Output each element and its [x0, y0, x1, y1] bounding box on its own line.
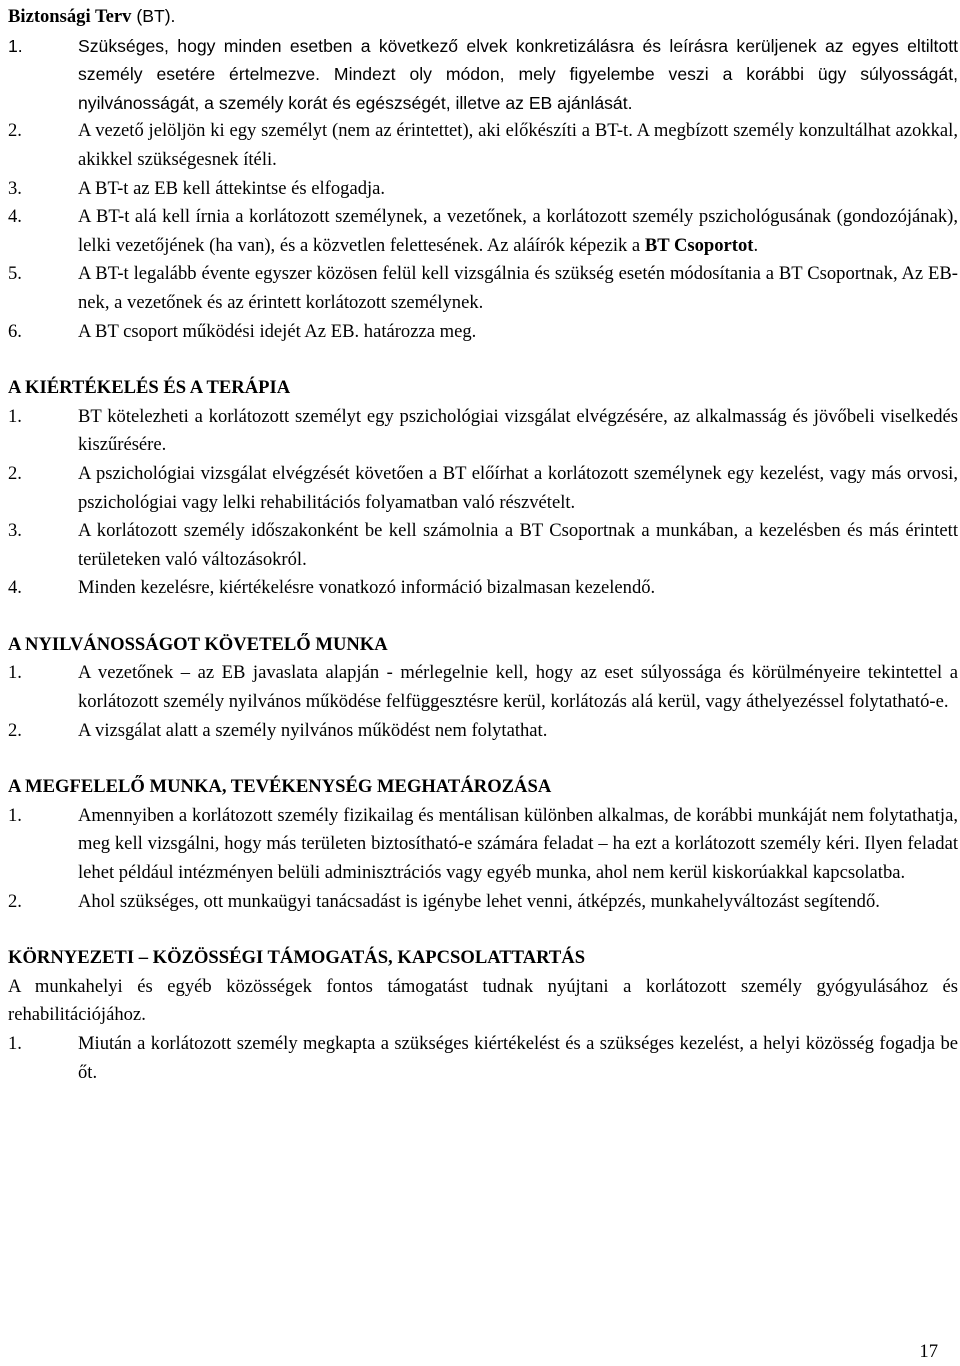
list-item: [8, 403, 958, 460]
evaluation-list: [8, 403, 958, 603]
item-text: Ahol szükséges, ott munkaügyi tanácsadást is igénybe lehet venni, átképzés, munkahelyváltozást segítendő.: [78, 890, 880, 912]
item-number: 1.: [8, 662, 22, 684]
bt-list: [8, 32, 958, 347]
list-item: [8, 717, 958, 746]
item-number: 3.: [8, 177, 22, 199]
item-number: 5.: [8, 263, 22, 285]
item-number: 6.: [8, 320, 22, 342]
public-work-list: [8, 659, 958, 745]
list-item: [8, 802, 958, 888]
list-item: [8, 659, 958, 716]
item-text: A pszichológiai vizsgálat elvégzését követően a BT előírhat a korlátozott személynek egy kezelést, vagy más orvosi, pszichológiai vagy lelki rehabilitációs folyamatban való részvételt.: [78, 462, 958, 513]
section-heading-public-work: A NYILVÁNOSSÁGOT KÖVETELŐ MUNKA: [8, 633, 388, 655]
item-number: 2.: [8, 890, 22, 912]
bt-group-term: BT Csoportot: [644, 234, 754, 256]
item-text: A vizsgálat alatt a személy nyilvános működést nem folytathat.: [78, 719, 548, 741]
item-text: A korlátozott személy időszakonként be kell számolnia a BT Csoportnak a munkában, a kezelésben és más érintett területeken való változásokról.: [78, 520, 958, 570]
item-number: 2.: [8, 719, 22, 741]
section-heading-appropriate-work: A MEGFELELŐ MUNKA, TEVÉKENYSÉG MEGHATÁROZÁSA: [8, 776, 552, 798]
item-number: 3.: [8, 520, 22, 542]
page-intro-line: [8, 2, 958, 32]
item-tail: .: [753, 234, 759, 256]
bt-title: Biztonsági Terv: [8, 6, 132, 27]
item-number: 1.: [8, 1033, 22, 1054]
item-number: 4.: [8, 206, 22, 228]
item-number: 1.: [8, 804, 22, 826]
item-number: 4.: [8, 577, 22, 599]
item-text: Szükséges, hogy minden esetben a következő elvek konkretizálásra és leírásra kerüljenek az egyes eltiltott személy esetére értelmezve. Mindezt oly módon, mely figyelembe veszi a korábbi ügy súlyosságát, nyilvánosságát, a személy korát és egészségét, illetve az EB ajánlását.: [78, 35, 958, 113]
item-text: A BT csoport működési idejét Az EB. határozza meg.: [78, 320, 477, 342]
list-item: [8, 260, 958, 317]
list-item: [8, 888, 958, 917]
bt-title-abbrev: (BT).: [131, 6, 176, 26]
item-text: A BT-t az EB kell áttekintse és elfogadja.: [78, 177, 386, 199]
item-text: A vezető jelöljön ki egy személyt (nem az érintettet), aki előkészíti a BT-t. A megbízott személy konzultálhat azokkal, akikkel szükségesnek ítéli.: [78, 120, 958, 170]
list-item: [8, 175, 958, 204]
section-heading-evaluation: A KIÉRTÉKELÉS ÉS A TERÁPIA: [8, 377, 291, 399]
item-text: A BT-t legalább évente egyszer közösen felül kell vizsgálnia és szükség esetén módosítania a BT Csoportnak, Az EB-nek, a vezetőnek és az érintett korlátozott személynek.: [78, 263, 958, 313]
community-list: [8, 1030, 958, 1087]
item-text: A BT-t alá kell írnia a korlátozott személynek, a vezetőnek, a korlátozott személy pszichológusának (gondozójának), lelki vezetőjének (ha van), és a közvetlen felettesének. Az aláírók képezik a: [78, 206, 958, 256]
section-heading-community: KÖRNYEZETI – KÖZÖSSÉGI TÁMOGATÁS, KAPCSOLATTARTÁS: [8, 947, 586, 969]
community-intro: A munkahelyi és egyéb közösségek fontos támogatást tudnak nyújtani a korlátozott személy gyógyulásához és rehabilitációjához.: [8, 975, 958, 1026]
list-item: [8, 460, 958, 517]
list-item: [8, 318, 958, 347]
item-text: A vezetőnek – az EB javaslata alapján - mérlegelnie kell, hogy az eset súlyossága és körülményeire tekintettel a korlátozott személy nyilvános működése felfüggesztésre kerül, korlátozás alá kerül, vagy áthelyezéssel folytatható-e.: [78, 662, 958, 713]
list-item: [8, 117, 958, 174]
item-text: BT kötelezheti a korlátozott személyt egy pszichológiai vizsgálat elvégzésére, az alkalmasság és jövőbeli viselkedés kiszűrésére.: [78, 405, 958, 456]
list-item: [8, 203, 958, 260]
item-number: 2.: [8, 462, 22, 484]
item-text: Minden kezelésre, kiértékelésre vonatkozó információ bizalmasan kezelendő.: [78, 577, 656, 599]
list-item: [8, 517, 958, 574]
list-item: [8, 574, 958, 603]
list-item: [8, 32, 958, 118]
item-text: Amennyiben a korlátozott személy fizikailag és mentálisan különben alkalmas, de korábbi munkáját nem folytathatja, meg kell vizsgálni, hogy más területen biztosítható-e számára feladat – ha ezt a korlátozott személy kéri. Ilyen feladat lehet például intézményen belüli adminisztrációs vagy egyéb munka, ahol nem kerül kiskorúakkal kapcsolatba.: [78, 804, 958, 884]
item-number: 2.: [8, 120, 22, 142]
appropriate-work-list: [8, 802, 958, 916]
item-number: 1.: [8, 35, 23, 56]
page-number: 17: [919, 1341, 938, 1362]
item-text: Miután a korlátozott személy megkapta a szükséges kiértékelést és a szükséges kezelést, a helyi közösség fogadja be őt.: [78, 1033, 958, 1083]
item-number: 1.: [8, 405, 22, 427]
list-item: [8, 1030, 958, 1087]
